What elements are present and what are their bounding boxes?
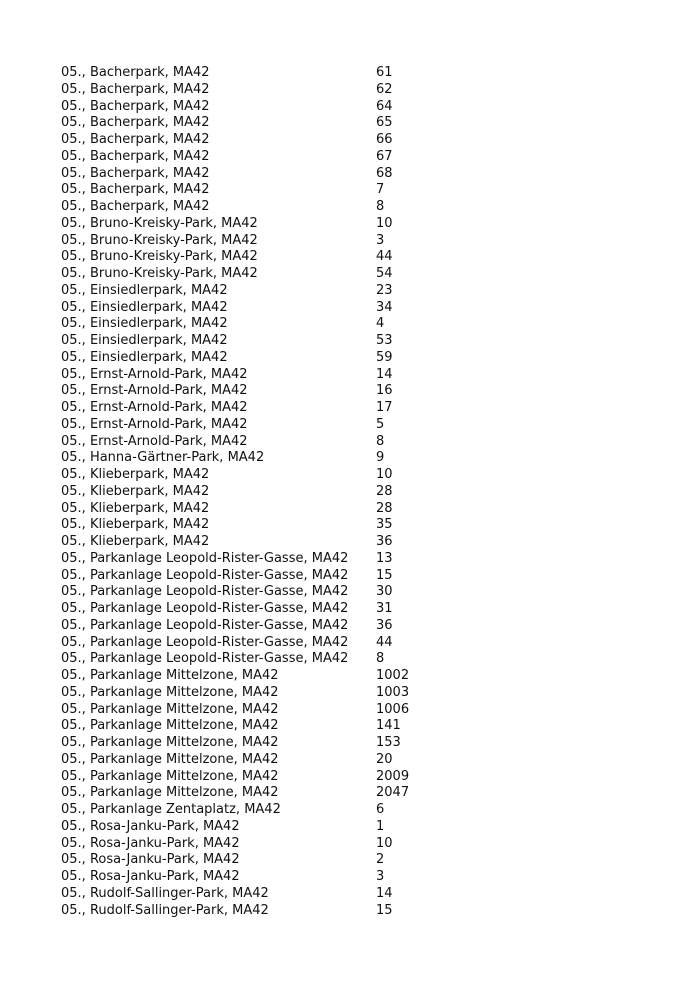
number-cell: 66 xyxy=(376,132,393,147)
number-cell: 10 xyxy=(376,467,393,482)
park-name-cell: 05., Bacherpark, MA42 xyxy=(61,115,210,131)
number-cell: 7 xyxy=(376,182,385,198)
number-cell: 10 xyxy=(376,835,393,851)
number-cell: 9 xyxy=(376,450,385,466)
park-name-cell: 05., Bacherpark, MA42 xyxy=(61,199,210,214)
number-cell: 28 xyxy=(376,500,393,516)
number-cell: 4 xyxy=(376,316,385,332)
park-name-cell: 05., Einsiedlerpark, MA42 xyxy=(61,349,228,365)
number-cell: 8 xyxy=(376,651,385,667)
number-cell: 67 xyxy=(376,148,393,164)
park-name-cell: 05., Parkanlage Mittelzone, MA42 xyxy=(61,768,279,784)
park-name-cell: 05., Ernst-Arnold-Park, MA42 xyxy=(61,433,248,449)
park-name-cell: 05., Parkanlage Leopold-Rister-Gasse, MA42 xyxy=(61,601,349,616)
park-name-cell: 05., Ernst-Arnold-Park, MA42 xyxy=(61,416,248,432)
number-cell: 6 xyxy=(376,802,385,817)
number-cell: 1003 xyxy=(376,684,410,700)
number-cell: 1 xyxy=(376,818,385,834)
number-cell: 5 xyxy=(376,416,385,432)
number-cell: 1006 xyxy=(376,701,410,717)
park-name-cell: 05., Klieberpark, MA42 xyxy=(61,500,210,516)
park-name-cell: 05., Bacherpark, MA42 xyxy=(61,165,210,181)
park-name-cell: 05., Rudolf-Sallinger-Park, MA42 xyxy=(61,902,269,918)
park-name-cell: 05., Einsiedlerpark, MA42 xyxy=(61,333,228,348)
number-cell: 54 xyxy=(376,266,393,281)
park-name-cell: 05., Klieberpark, MA42 xyxy=(61,467,210,482)
number-cell: 34 xyxy=(376,299,393,315)
park-name-cell: 05., Parkanlage Mittelzone, MA42 xyxy=(61,701,279,717)
park-name-cell: 05., Bruno-Kreisky-Park, MA42 xyxy=(61,232,258,248)
number-cell: 14 xyxy=(376,885,393,901)
number-cell: 44 xyxy=(376,634,393,650)
number-cell: 8 xyxy=(376,433,385,449)
park-name-cell: 05., Rosa-Janku-Park, MA42 xyxy=(61,869,240,884)
number-cell: 36 xyxy=(376,534,393,549)
number-cell: 15 xyxy=(376,567,393,583)
number-cell: 30 xyxy=(376,584,393,600)
park-name-cell: 05., Bacherpark, MA42 xyxy=(61,132,210,147)
park-name-cell: 05., Ernst-Arnold-Park, MA42 xyxy=(61,383,248,399)
park-name-cell: 05., Parkanlage Mittelzone, MA42 xyxy=(61,751,279,767)
number-cell: 15 xyxy=(376,902,393,918)
park-name-cell: 05., Rudolf-Sallinger-Park, MA42 xyxy=(61,885,269,901)
park-name-cell: 05., Parkanlage Leopold-Rister-Gasse, MA42 xyxy=(61,550,349,566)
park-name-cell: 05., Parkanlage Zentaplatz, MA42 xyxy=(61,802,281,817)
number-cell: 28 xyxy=(376,483,393,499)
park-name-cell: 05., Parkanlage Mittelzone, MA42 xyxy=(61,718,279,734)
park-name-cell: 05., Bacherpark, MA42 xyxy=(61,98,210,114)
number-cell: 10 xyxy=(376,215,393,231)
park-name-cell: 05., Bacherpark, MA42 xyxy=(61,65,210,80)
number-cell: 153 xyxy=(376,735,401,750)
number-cell: 59 xyxy=(376,349,393,365)
number-cell: 61 xyxy=(376,65,393,80)
park-name-cell: 05., Einsiedlerpark, MA42 xyxy=(61,299,228,315)
number-cell: 1002 xyxy=(376,668,410,683)
park-name-cell: 05., Ernst-Arnold-Park, MA42 xyxy=(61,400,248,415)
number-cell: 8 xyxy=(376,199,385,214)
number-cell: 14 xyxy=(376,366,393,382)
park-name-cell: 05., Parkanlage Leopold-Rister-Gasse, MA42 xyxy=(61,617,349,633)
park-name-cell: 05., Rosa-Janku-Park, MA42 xyxy=(61,818,240,834)
park-name-cell: 05., Rosa-Janku-Park, MA42 xyxy=(61,852,240,868)
park-name-cell: 05., Parkanlage Mittelzone, MA42 xyxy=(61,668,279,683)
number-cell: 2009 xyxy=(376,768,410,784)
number-cell: 53 xyxy=(376,333,393,348)
number-cell: 141 xyxy=(376,718,401,734)
number-cell: 2 xyxy=(376,852,385,868)
park-name-cell: 05., Klieberpark, MA42 xyxy=(61,483,210,499)
park-name-cell: 05., Parkanlage Mittelzone, MA42 xyxy=(61,785,279,801)
park-name-cell: 05., Bacherpark, MA42 xyxy=(61,148,210,164)
number-cell: 23 xyxy=(376,282,393,298)
number-cell: 68 xyxy=(376,165,393,181)
park-name-cell: 05., Rosa-Janku-Park, MA42 xyxy=(61,835,240,851)
park-name-cell: 05., Parkanlage Leopold-Rister-Gasse, MA42 xyxy=(61,567,349,583)
park-name-cell: 05., Bruno-Kreisky-Park, MA42 xyxy=(61,266,258,281)
number-cell: 35 xyxy=(376,517,393,533)
number-cell: 20 xyxy=(376,751,393,767)
park-name-cell: 05., Parkanlage Mittelzone, MA42 xyxy=(61,735,279,750)
number-cell: 17 xyxy=(376,400,393,415)
park-name-cell: 05., Parkanlage Leopold-Rister-Gasse, MA42 xyxy=(61,584,349,600)
park-name-cell: 05., Ernst-Arnold-Park, MA42 xyxy=(61,366,248,382)
number-cell: 31 xyxy=(376,601,393,616)
park-name-cell: 05., Bacherpark, MA42 xyxy=(61,182,210,198)
number-cell: 36 xyxy=(376,617,393,633)
park-name-cell: 05., Parkanlage Leopold-Rister-Gasse, MA42 xyxy=(61,651,349,667)
number-cell: 44 xyxy=(376,249,393,265)
number-cell: 65 xyxy=(376,115,393,131)
park-name-cell: 05., Bruno-Kreisky-Park, MA42 xyxy=(61,249,258,265)
number-cell: 62 xyxy=(376,81,393,97)
number-cell: 3 xyxy=(376,869,385,884)
park-name-cell: 05., Einsiedlerpark, MA42 xyxy=(61,282,228,298)
number-cell: 3 xyxy=(376,232,385,248)
park-name-cell: 05., Parkanlage Leopold-Rister-Gasse, MA42 xyxy=(61,634,349,650)
park-name-cell: 05., Bruno-Kreisky-Park, MA42 xyxy=(61,215,258,231)
number-cell: 13 xyxy=(376,550,393,566)
park-name-cell: 05., Einsiedlerpark, MA42 xyxy=(61,316,228,332)
park-name-cell: 05., Hanna-Gärtner-Park, MA42 xyxy=(61,450,265,466)
park-name-cell: 05., Klieberpark, MA42 xyxy=(61,534,210,549)
number-cell: 2047 xyxy=(376,785,410,801)
number-cell: 64 xyxy=(376,98,393,114)
park-name-cell: 05., Parkanlage Mittelzone, MA42 xyxy=(61,684,279,700)
park-name-cell: 05., Klieberpark, MA42 xyxy=(61,517,210,533)
number-cell: 16 xyxy=(376,383,393,399)
park-name-cell: 05., Bacherpark, MA42 xyxy=(61,81,210,97)
